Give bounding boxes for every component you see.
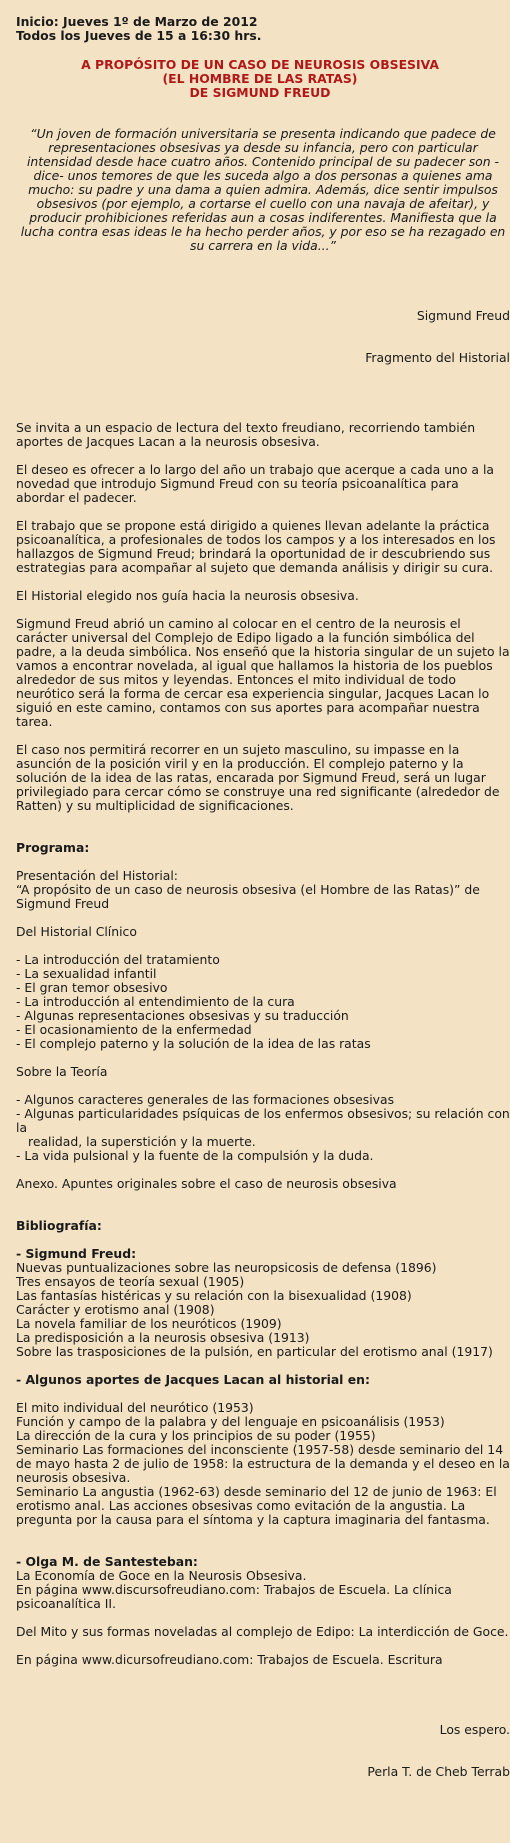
paragraph: Se invita a un espacio de lectura del texto freudiano, recorriendo también aportes de Jacques Lacan a la neurosis obsesiva. (16, 420, 476, 449)
presentacion-label: Presentación del Historial: (16, 868, 178, 883)
teoria-list (16, 1093, 510, 1163)
programa-heading: Programa: (16, 840, 90, 855)
list-item: - La vida pulsional y la fuente de la compulsión y la duda. (16, 1148, 374, 1163)
quote-attribution (16, 281, 510, 393)
quote-source: Fragmento del Historial (365, 350, 510, 365)
list-item: Tres ensayos de teoría sexual (1905) (16, 1274, 245, 1289)
list-item: Carácter y erotismo anal (1908) (16, 1302, 215, 1317)
freud-heading: - Sigmund Freud: (16, 1246, 137, 1261)
list-item: Nuevas puntualizaciones sobre las neuropsicosis de defensa (1896) (16, 1260, 437, 1275)
list-item: - La sexualidad infantil (16, 966, 157, 981)
lacan-heading: - Algunos aportes de Jacques Lacan al historial en: (16, 1372, 370, 1387)
list-item: La dirección de la cura y los principios de su poder (1955) (16, 1428, 376, 1443)
list-item: En página www.dicursofreudiano.com: Trabajos de Escuela. Escritura (16, 1652, 443, 1667)
list-item: La Economía de Goce en la Neurosis Obsesiva. (16, 1568, 307, 1583)
lacan-list (16, 1401, 510, 1527)
list-item: El mito individual del neurótico (1953) (16, 1400, 254, 1415)
list-item: Seminario La angustia (1962-63) desde seminario del 12 de junio de 1963: El erotismo anal. Las acciones obsesivas como evitación de la angustia. La pregunta por la causa para el síntoma y la captura imaginaria del fantasma. (16, 1484, 497, 1527)
anexo: Anexo. Apuntes originales sobre el caso de neurosis obsesiva (16, 1176, 397, 1191)
list-item: Las fantasías histéricas y su relación con la bisexualidad (1908) (16, 1288, 412, 1303)
closing-line: Los espero. (439, 1722, 510, 1737)
closing (16, 1695, 510, 1807)
list-item: Función y campo de la palabra y del lenguaje en psicoanálisis (1953) (16, 1414, 445, 1429)
quote-author: Sigmund Freud (416, 308, 510, 323)
list-item: - La introducción del tratamiento (16, 952, 220, 967)
freud-list (16, 1261, 510, 1359)
clinico-list (16, 953, 510, 1051)
intro-section (16, 421, 510, 813)
bibliografia-section (16, 1219, 510, 1667)
olga-heading: - Olga M. de Santesteban: (16, 1554, 198, 1569)
list-item: - Algunas particularidades psíquicas de los enfermos obsesivos; su relación con la (16, 1106, 510, 1135)
list-item: - Algunos caracteres generales de las formaciones obsesivas (16, 1092, 395, 1107)
programa-section (16, 841, 510, 1191)
teoria-heading: Sobre la Teoría (16, 1064, 108, 1079)
title-line-1: A PROPÓSITO DE UN CASO DE NEUROSIS OBSESIVA (81, 57, 439, 72)
clinico-heading: Del Historial Clínico (16, 924, 137, 939)
document-title (16, 58, 504, 100)
list-item: - Algunas representaciones obsesivas y su traducción (16, 1008, 349, 1023)
list-item: En página www.discursofreudiano.com: Trabajos de Escuela. La clínica psicoanalítica II. (16, 1582, 452, 1611)
header (16, 0, 510, 43)
signature: Perla T. de Cheb Terrab (367, 1764, 510, 1779)
schedule: Todos los Jueves de 15 a 16:30 hrs. (16, 28, 262, 43)
list-item: - La introducción al entendimiento de la cura (16, 994, 295, 1009)
paragraph: Sigmund Freud abrió un camino al colocar en el centro de la neurosis el carácter universal del Complejo de Edipo ligado a la función simbólica del padre, a la deuda simbólica. Nos enseñó que la historia singular de un sujeto la vamos a encontrar novelada, al igual que hallamos la historia de los pueblos alrededor de sus mitos y leyendas. Entonces el mito individual de todo neurótico será la forma de cercar esa experiencia singular, Jacques Lacan lo siguió en este camino, contamos con sus aportes para acompañar nuestra tarea. (16, 616, 510, 729)
title-line-2: (EL HOMBRE DE LAS RATAS) (162, 71, 358, 86)
paragraph: El Historial elegido nos guía hacia la neurosis obsesiva. (16, 588, 359, 603)
list-item: La novela familiar de los neuróticos (1909) (16, 1316, 282, 1331)
start-date: Inicio: Jueves 1º de Marzo de 2012 (16, 14, 258, 29)
freud-quote: “Un joven de formación universitaria se presenta indicando que padece de representaciones obsesivas ya desde su infancia, pero con particular intensidad desde hace cuatro años. Contenido principal de su padecer son -dice- unos temores de que les suceda algo a dos personas a quienes ama mucho: su padre y una dama a quien admira. Además, dice sentir impulsos obsesivos (por ejemplo, a cortarse el cuello con una navaja de afeitar), y producir prohibiciones referidas aun a cosas indiferentes. Manifiesta que la lucha contra esas ideas le ha hecho perder años, y por eso se ha rezagado en su carrera en la vida...” (20, 126, 506, 253)
list-item: Seminario Las formaciones del inconsciente (1957-58) desde seminario del 14 de mayo hasta 2 de julio de 1958: la estructura de la demanda y el deseo en la neurosis obsesiva. (16, 1442, 510, 1485)
list-item: - El complejo paterno y la solución de la idea de las ratas (16, 1036, 371, 1051)
paragraph: El deseo es ofrecer a lo largo del año un trabajo que acerque a cada uno a la novedad que introdujo Sigmund Freud con su teoría psicoanalítica para abordar el padecer. (16, 462, 494, 505)
list-item: Sobre las trasposiciones de la pulsión, en particular del erotismo anal (1917) (16, 1344, 493, 1359)
list-item: Del Mito y sus formas noveladas al complejo de Edipo: La interdicción de Goce. (16, 1624, 509, 1639)
paragraph: El trabajo que se propone está dirigido a quienes llevan adelante la práctica psicoanalítica, a profesionales de todos los campos y a los interesados en los hallazgos de Sigmund Freud; brindará la oportunidad de ir descubriendo sus estrategias para acompañar al sujeto que demanda análisis y dirigir su cura. (16, 518, 496, 575)
list-item-continuation: realidad, la superstición y la muerte. (28, 1134, 256, 1149)
list-item: - El ocasionamiento de la enfermedad (16, 1022, 252, 1037)
paragraph: El caso nos permitirá recorrer en un sujeto masculino, su impasse en la asunción de la posición viril y en la producción. El complejo paterno y la solución de la idea de las ratas, encarada por Sigmund Freud, será un lugar privilegiado para cercar cómo se construye una red significante (alrededor de Ratten) y su multiplicidad de significaciones. (16, 742, 500, 813)
presentacion-text: “A propósito de un caso de neurosis obsesiva (el Hombre de las Ratas)” de Sigmund Freud (16, 882, 480, 911)
olga-list (16, 1569, 510, 1667)
title-line-3: DE SIGMUND FREUD (189, 85, 331, 100)
list-item: - El gran temor obsesivo (16, 980, 168, 995)
bibliografia-heading: Bibliografía: (16, 1218, 102, 1233)
list-item: La predisposición a la neurosis obsesiva (1913) (16, 1330, 310, 1345)
